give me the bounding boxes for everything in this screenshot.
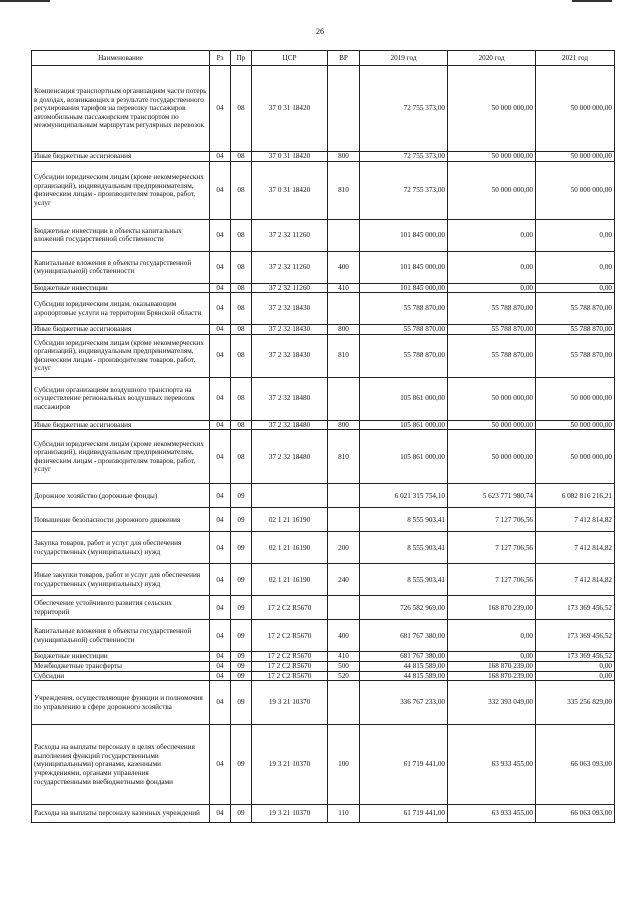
cell-csr: 37 0 31 18420 <box>252 161 328 219</box>
cell-pr: 09 <box>231 652 252 662</box>
table-row <box>32 325 615 335</box>
header-pr: Пр <box>231 51 252 66</box>
cell-pr: 09 <box>231 596 252 620</box>
cell-csr: 17 2 C2 R5670 <box>252 596 328 620</box>
cell-y2020: 7 127 706,56 <box>448 508 536 532</box>
cell-csr: 37 2 32 11260 <box>252 219 328 251</box>
cell-pr: 09 <box>231 532 252 564</box>
cell-y2021: 0,00 <box>536 251 615 283</box>
cell-y2021: 7 412 814,82 <box>536 508 615 532</box>
cell-vr: 810 <box>328 161 360 219</box>
cell-y2019: 44 815 589,00 <box>360 671 448 681</box>
cell-csr: 17 2 C2 R5670 <box>252 671 328 681</box>
cell-vr: 800 <box>328 420 360 430</box>
cell-name: Бюджетные инвестиции в объекты капитальных вложений государственной собственности <box>32 219 210 251</box>
cell-csr: 17 2 C2 R5670 <box>252 652 328 662</box>
cell-y2019: 105 861 000,00 <box>360 420 448 430</box>
cell-csr <box>252 484 328 508</box>
cell-y2020: 5 623 771 980,74 <box>448 484 536 508</box>
cell-rz: 04 <box>210 671 231 681</box>
cell-pr: 08 <box>231 283 252 293</box>
cell-y2020: 0,00 <box>448 652 536 662</box>
cell-pr: 08 <box>231 377 252 420</box>
cell-rz: 04 <box>210 805 231 823</box>
cell-y2020: 63 933 455,00 <box>448 805 536 823</box>
cell-y2019: 8 555 903,41 <box>360 532 448 564</box>
cell-rz: 04 <box>210 251 231 283</box>
cell-name: Субсидии юридическим лицам, оказывающим аэропортовые услуги на территории Брянской области <box>32 293 210 325</box>
cell-rz: 04 <box>210 161 231 219</box>
cell-name: Иные бюджетные ассигнования <box>32 325 210 335</box>
cell-rz: 04 <box>210 334 231 377</box>
cell-name: Капитальные вложения в объекты государственной (муниципальной) собственности <box>32 251 210 283</box>
cell-name: Расходы на выплаты персоналу казенных учреждений <box>32 805 210 823</box>
cell-y2020: 55 788 870,00 <box>448 325 536 335</box>
cell-vr: 400 <box>328 620 360 652</box>
scan-edge-mark <box>572 0 612 2</box>
table-row <box>32 681 615 725</box>
cell-vr: 500 <box>328 661 360 671</box>
cell-y2021: 173 369 456,52 <box>536 596 615 620</box>
cell-y2020: 0,00 <box>448 283 536 293</box>
cell-pr: 09 <box>231 564 252 596</box>
cell-csr: 19 3 21 10370 <box>252 725 328 805</box>
cell-rz: 04 <box>210 377 231 420</box>
cell-name: Учреждения, осуществляющие функции и полномочия по управлению в сфере дорожного хозяйства <box>32 681 210 725</box>
cell-y2021: 55 788 870,00 <box>536 293 615 325</box>
table-header-row <box>32 51 615 66</box>
cell-y2021: 7 412 814,82 <box>536 564 615 596</box>
cell-name: Закупка товаров, работ и услуг для обеспечения государственных (муниципальных) нужд <box>32 532 210 564</box>
cell-vr: 110 <box>328 805 360 823</box>
cell-rz: 04 <box>210 430 231 484</box>
cell-csr: 37 2 32 18430 <box>252 334 328 377</box>
cell-rz: 04 <box>210 564 231 596</box>
table-row <box>32 805 615 823</box>
cell-y2019: 61 719 441,00 <box>360 805 448 823</box>
table-row <box>32 420 615 430</box>
cell-name: Иные бюджетные ассигнования <box>32 152 210 162</box>
cell-pr: 08 <box>231 325 252 335</box>
cell-name: Дорожное хозяйство (дорожные фонды) <box>32 484 210 508</box>
cell-name: Капитальные вложения в объекты государственной (муниципальной) собственности <box>32 620 210 652</box>
cell-csr: 37 2 32 18430 <box>252 293 328 325</box>
cell-y2021: 50 000 000,00 <box>536 430 615 484</box>
header-vr: ВР <box>328 51 360 66</box>
cell-name: Бюджетные инвестиции <box>32 283 210 293</box>
table-row <box>32 661 615 671</box>
table-row <box>32 293 615 325</box>
cell-y2019: 55 788 870,00 <box>360 293 448 325</box>
cell-pr: 09 <box>231 671 252 681</box>
cell-pr: 08 <box>231 420 252 430</box>
cell-vr: 400 <box>328 251 360 283</box>
table-row <box>32 508 615 532</box>
cell-pr: 08 <box>231 430 252 484</box>
table-row <box>32 620 615 652</box>
cell-y2019: 681 767 380,00 <box>360 620 448 652</box>
cell-y2021: 7 412 814,82 <box>536 532 615 564</box>
cell-y2021: 0,00 <box>536 283 615 293</box>
cell-vr: 410 <box>328 652 360 662</box>
cell-pr: 08 <box>231 219 252 251</box>
cell-csr: 37 0 31 18420 <box>252 66 328 152</box>
cell-vr: 240 <box>328 564 360 596</box>
scan-edge-mark <box>0 0 50 2</box>
cell-pr: 08 <box>231 161 252 219</box>
budget-table <box>31 50 615 823</box>
table-row <box>32 219 615 251</box>
table-row <box>32 484 615 508</box>
cell-y2020: 168 870 239,00 <box>448 671 536 681</box>
cell-y2021: 66 063 093,00 <box>536 805 615 823</box>
cell-pr: 09 <box>231 508 252 532</box>
cell-csr: 37 2 32 18480 <box>252 430 328 484</box>
cell-y2020: 0,00 <box>448 251 536 283</box>
cell-csr: 37 2 32 18480 <box>252 420 328 430</box>
table-row <box>32 725 615 805</box>
cell-y2021: 66 063 093,00 <box>536 725 615 805</box>
cell-y2020: 0,00 <box>448 219 536 251</box>
cell-y2021: 0,00 <box>536 671 615 681</box>
cell-name: Расходы на выплаты персоналу в целях обеспечения выполнения функций государственными (муниципальными) органами, казенными учреждениями, органами управления государственными внебюджетными фондами <box>32 725 210 805</box>
table-row <box>32 334 615 377</box>
cell-y2020: 63 933 455,00 <box>448 725 536 805</box>
cell-name: Субсидии организациям воздушного транспорта на осуществление региональных воздушных перевозок пассажиров <box>32 377 210 420</box>
header-name: Наименование <box>32 51 210 66</box>
cell-y2019: 681 767 380,00 <box>360 652 448 662</box>
cell-y2020: 55 788 870,00 <box>448 293 536 325</box>
cell-name: Обеспечение устойчивого развития сельских территорий <box>32 596 210 620</box>
cell-csr: 17 2 C2 R5670 <box>252 661 328 671</box>
cell-name: Субсидии юридическим лицам (кроме некоммерческих организаций), индивидуальным предпринимателям, физическим лицам - производителям товаров, работ, услуг <box>32 334 210 377</box>
cell-vr: 100 <box>328 725 360 805</box>
cell-y2019: 8 555 903,41 <box>360 564 448 596</box>
cell-csr: 37 2 32 11260 <box>252 251 328 283</box>
cell-y2020: 55 788 870,00 <box>448 334 536 377</box>
page-number: 26 <box>316 27 324 36</box>
cell-y2020: 50 000 000,00 <box>448 377 536 420</box>
cell-name: Межбюджетные трансферты <box>32 661 210 671</box>
cell-y2020: 50 000 000,00 <box>448 161 536 219</box>
cell-vr: 810 <box>328 430 360 484</box>
cell-y2019: 55 788 870,00 <box>360 325 448 335</box>
cell-pr: 08 <box>231 334 252 377</box>
cell-vr <box>328 596 360 620</box>
cell-name: Субсидии юридическим лицам (кроме некоммерческих организаций), индивидуальным предпринимателям, физическим лицам - производителям товаров, работ, услуг <box>32 430 210 484</box>
cell-rz: 04 <box>210 620 231 652</box>
cell-vr: 800 <box>328 325 360 335</box>
cell-vr: 800 <box>328 152 360 162</box>
cell-y2021: 55 788 870,00 <box>536 325 615 335</box>
cell-y2020: 168 870 239,00 <box>448 661 536 671</box>
cell-y2020: 50 000 000,00 <box>448 66 536 152</box>
cell-y2020: 50 000 000,00 <box>448 430 536 484</box>
cell-vr: 810 <box>328 334 360 377</box>
cell-y2021: 0,00 <box>536 661 615 671</box>
cell-rz: 04 <box>210 596 231 620</box>
cell-csr: 37 2 32 18480 <box>252 377 328 420</box>
cell-rz: 04 <box>210 484 231 508</box>
cell-y2020: 168 870 239,00 <box>448 596 536 620</box>
cell-csr: 02 1 21 16190 <box>252 564 328 596</box>
table-row <box>32 652 615 662</box>
cell-csr: 37 0 31 18420 <box>252 152 328 162</box>
cell-pr: 08 <box>231 66 252 152</box>
cell-rz: 04 <box>210 681 231 725</box>
table-row <box>32 671 615 681</box>
cell-y2019: 55 788 870,00 <box>360 334 448 377</box>
cell-name: Субсидии <box>32 671 210 681</box>
cell-y2019: 101 845 000,00 <box>360 251 448 283</box>
cell-y2019: 8 555 903,41 <box>360 508 448 532</box>
table-row <box>32 283 615 293</box>
cell-rz: 04 <box>210 661 231 671</box>
cell-y2021: 6 082 816 216,21 <box>536 484 615 508</box>
cell-csr: 37 2 32 11260 <box>252 283 328 293</box>
table-row <box>32 152 615 162</box>
cell-rz: 04 <box>210 652 231 662</box>
cell-vr <box>328 293 360 325</box>
table-row <box>32 377 615 420</box>
table-row <box>32 532 615 564</box>
header-2021: 2021 год <box>536 51 615 66</box>
cell-y2020: 332 393 049,00 <box>448 681 536 725</box>
cell-pr: 08 <box>231 152 252 162</box>
cell-y2019: 726 582 969,00 <box>360 596 448 620</box>
cell-vr <box>328 681 360 725</box>
header-2019: 2019 год <box>360 51 448 66</box>
cell-csr: 02 1 21 16190 <box>252 508 328 532</box>
cell-y2019: 101 845 000,00 <box>360 219 448 251</box>
cell-rz: 04 <box>210 325 231 335</box>
cell-name: Субсидии юридическим лицам (кроме некоммерческих организаций), индивидуальным предпринимателям, физическим лицам - производителям товаров, работ, услуг <box>32 161 210 219</box>
cell-csr: 19 3 21 10370 <box>252 681 328 725</box>
cell-pr: 08 <box>231 251 252 283</box>
cell-csr: 02 1 21 16190 <box>252 532 328 564</box>
cell-csr: 37 2 32 18430 <box>252 325 328 335</box>
cell-rz: 04 <box>210 725 231 805</box>
cell-pr: 09 <box>231 484 252 508</box>
cell-pr: 09 <box>231 725 252 805</box>
table-row <box>32 161 615 219</box>
table-row <box>32 66 615 152</box>
cell-vr <box>328 219 360 251</box>
cell-y2020: 50 000 000,00 <box>448 420 536 430</box>
cell-y2019: 72 755 373,00 <box>360 66 448 152</box>
cell-vr: 520 <box>328 671 360 681</box>
cell-y2021: 50 000 000,00 <box>536 420 615 430</box>
cell-y2019: 105 861 000,00 <box>360 377 448 420</box>
cell-vr <box>328 508 360 532</box>
cell-y2019: 61 719 441,00 <box>360 725 448 805</box>
cell-vr: 410 <box>328 283 360 293</box>
cell-rz: 04 <box>210 532 231 564</box>
cell-vr <box>328 484 360 508</box>
table-row <box>32 251 615 283</box>
header-rz: Рз <box>210 51 231 66</box>
cell-y2019: 336 767 233,00 <box>360 681 448 725</box>
cell-y2021: 0,00 <box>536 219 615 251</box>
cell-name: Компенсация транспортным организациям части потерь в доходах, возникающих в результате государственного регулирования тарифов на перевозку пассажиров автомобильным пассажирским транспортом по межмуниципальным маршрутам регулярных перевозок <box>32 66 210 152</box>
header-csr: ЦСР <box>252 51 328 66</box>
cell-vr: 200 <box>328 532 360 564</box>
cell-rz: 04 <box>210 219 231 251</box>
cell-y2020: 7 127 706,56 <box>448 532 536 564</box>
cell-y2019: 72 755 373,00 <box>360 152 448 162</box>
cell-rz: 04 <box>210 66 231 152</box>
cell-y2020: 0,00 <box>448 620 536 652</box>
cell-y2019: 101 845 000,00 <box>360 283 448 293</box>
cell-y2019: 72 755 373,00 <box>360 161 448 219</box>
cell-y2021: 335 256 829,00 <box>536 681 615 725</box>
cell-pr: 09 <box>231 661 252 671</box>
cell-name: Бюджетные инвестиции <box>32 652 210 662</box>
cell-rz: 04 <box>210 508 231 532</box>
cell-y2019: 105 861 000,00 <box>360 430 448 484</box>
cell-rz: 04 <box>210 420 231 430</box>
cell-y2020: 7 127 706,56 <box>448 564 536 596</box>
cell-rz: 04 <box>210 283 231 293</box>
cell-name: Иные бюджетные ассигнования <box>32 420 210 430</box>
cell-name: Повышение безопасности дорожного движения <box>32 508 210 532</box>
cell-vr <box>328 377 360 420</box>
cell-name: Иные закупки товаров, работ и услуг для обеспечения государственных (муниципальных) нужд <box>32 564 210 596</box>
table-row <box>32 596 615 620</box>
cell-y2019: 6 021 315 754,10 <box>360 484 448 508</box>
cell-y2021: 50 000 000,00 <box>536 161 615 219</box>
cell-rz: 04 <box>210 293 231 325</box>
cell-y2019: 44 815 589,00 <box>360 661 448 671</box>
cell-pr: 08 <box>231 293 252 325</box>
cell-pr: 09 <box>231 620 252 652</box>
cell-rz: 04 <box>210 152 231 162</box>
cell-y2020: 50 000 000,00 <box>448 152 536 162</box>
header-2020: 2020 год <box>448 51 536 66</box>
cell-y2021: 55 788 870,00 <box>536 334 615 377</box>
cell-y2021: 50 000 000,00 <box>536 66 615 152</box>
cell-vr <box>328 66 360 152</box>
cell-pr: 09 <box>231 805 252 823</box>
cell-csr: 19 3 21 10370 <box>252 805 328 823</box>
cell-pr: 09 <box>231 681 252 725</box>
table-row <box>32 564 615 596</box>
cell-y2021: 50 000 000,00 <box>536 377 615 420</box>
cell-csr: 17 2 C2 R5670 <box>252 620 328 652</box>
cell-y2021: 173 369 456,52 <box>536 620 615 652</box>
table-row <box>32 430 615 484</box>
cell-y2021: 50 000 000,00 <box>536 152 615 162</box>
cell-y2021: 173 369 456,52 <box>536 652 615 662</box>
